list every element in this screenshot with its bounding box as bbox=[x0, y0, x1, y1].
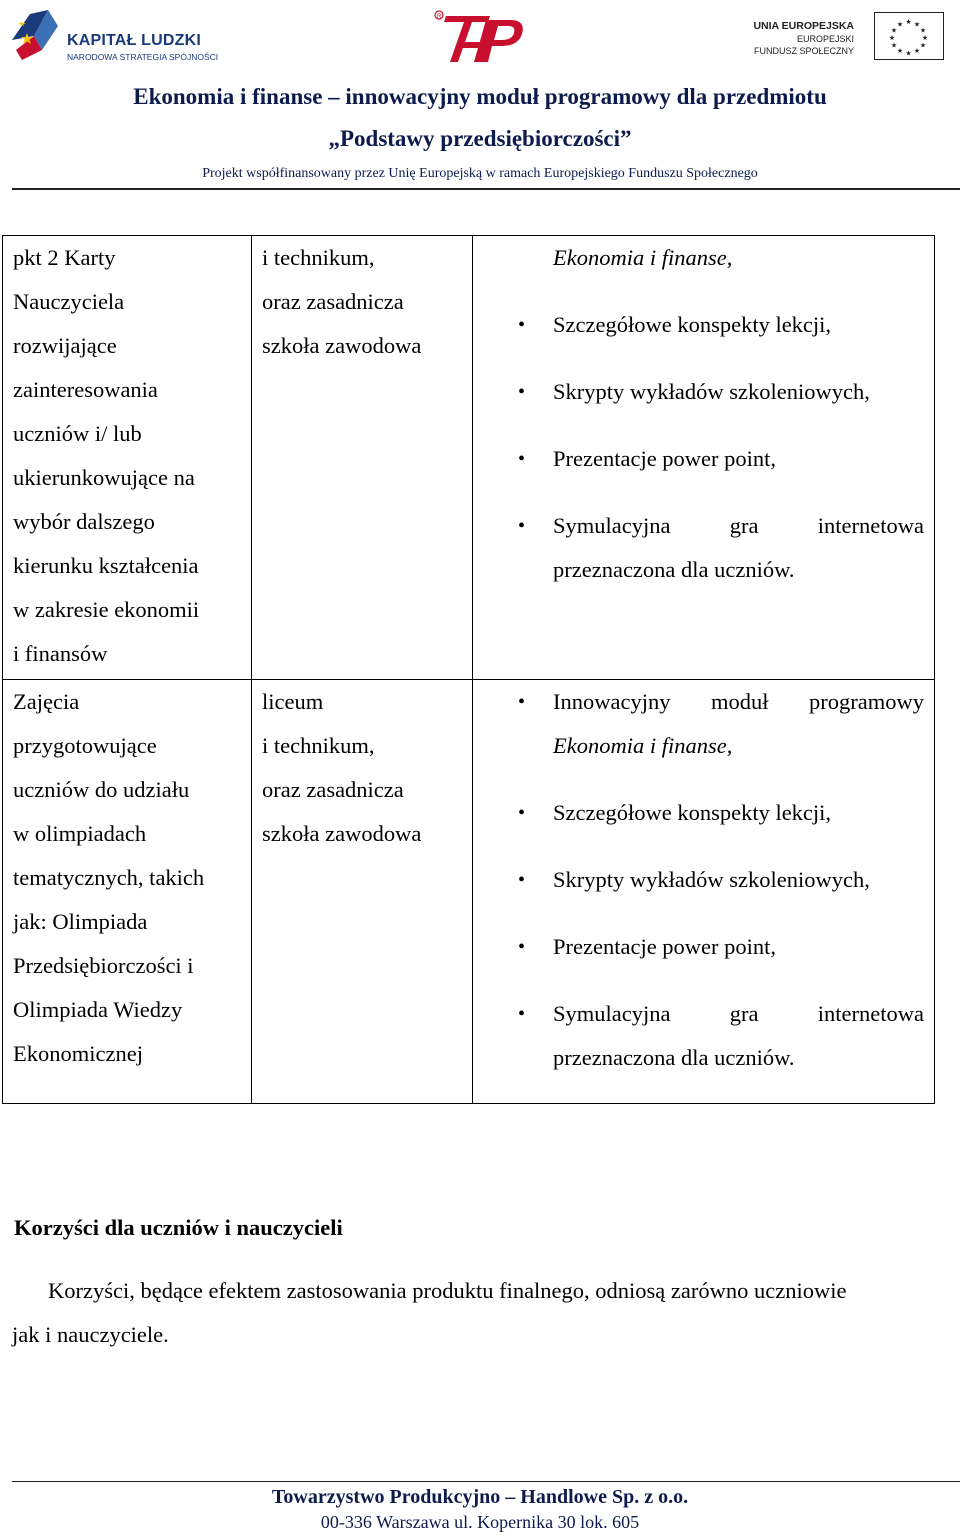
list-item: • Symulacyjna gra internetowa przeznaczona dla uczniów. bbox=[473, 992, 934, 1080]
svg-text:★: ★ bbox=[913, 47, 921, 55]
cell-line: szkoła zawodowa bbox=[262, 333, 422, 358]
cell-line: pkt 2 Karty bbox=[13, 245, 116, 270]
cell-line: Olimpiada Wiedzy bbox=[13, 997, 183, 1022]
paragraph-line: Korzyści, będące efektem zastosowania produktu finalnego, odniosą zarówno uczniowie bbox=[48, 1278, 847, 1303]
paragraph-line: jak i nauczyciele. bbox=[12, 1322, 169, 1347]
cell-line: szkoła zawodowa bbox=[262, 821, 422, 846]
cell-line: i technikum, bbox=[262, 245, 375, 270]
table-cell-activity bbox=[3, 680, 252, 1104]
list-item: • Szczegółowe konspekty lekcji, bbox=[473, 791, 934, 835]
cell-line: przygotowujące bbox=[13, 733, 157, 758]
cell-line: oraz zasadnicza bbox=[262, 777, 404, 802]
header-divider bbox=[12, 188, 960, 190]
svg-text:★: ★ bbox=[913, 20, 921, 29]
cell-line: wybór dalszego bbox=[13, 509, 155, 534]
cell-line: oraz zasadnicza bbox=[262, 289, 404, 314]
list-item: • Prezentacje power point, bbox=[473, 925, 934, 969]
svg-text:★: ★ bbox=[919, 41, 927, 50]
list-item: • Szczegółowe konspekty lekcji, bbox=[473, 303, 934, 347]
cell-line: kierunku kształcenia bbox=[13, 553, 199, 578]
footer-divider bbox=[12, 1481, 960, 1482]
cell-line: Nauczyciela bbox=[13, 289, 125, 314]
module-name: • Innowacyjny moduł programowy bbox=[553, 689, 924, 714]
table-cell-materials bbox=[473, 680, 935, 1104]
list-item: • Skrypty wykładów szkoleniowych, bbox=[473, 858, 934, 902]
svg-text:★: ★ bbox=[921, 34, 929, 42]
program-table bbox=[2, 235, 935, 1104]
svg-text:★: ★ bbox=[896, 47, 904, 55]
cell-line: tematycznych, takich bbox=[13, 865, 205, 890]
svg-text:★: ★ bbox=[890, 41, 898, 50]
svg-text:★: ★ bbox=[905, 49, 912, 58]
module-title: Ekonomia i finanse, bbox=[553, 733, 733, 758]
kapital-ludzki-emblem-icon bbox=[8, 6, 64, 62]
tp-logo-icon bbox=[430, 4, 530, 68]
cell-line: ukierunkowujące na bbox=[13, 465, 195, 490]
kapital-ludzki-subtitle: NARODOWA STRATEGIA SPÓJNOŚCI bbox=[67, 52, 219, 62]
table-cell-school-type bbox=[252, 236, 473, 680]
materials-list bbox=[473, 303, 934, 592]
eu-flag-icon bbox=[874, 12, 944, 60]
materials-continuation: Ekonomia i finanse, bbox=[553, 245, 733, 270]
cell-line: w olimpiadach bbox=[13, 821, 147, 846]
svg-text:★: ★ bbox=[888, 34, 896, 42]
cell-line: uczniów i/ lub bbox=[13, 421, 142, 446]
materials-list bbox=[473, 680, 934, 1080]
section-heading: Korzyści dla uczniów i nauczycieli bbox=[14, 1215, 343, 1240]
svg-text:★: ★ bbox=[905, 18, 912, 26]
footer-address: 00-336 Warszawa ul. Kopernika 30 lok. 605 bbox=[320, 1512, 640, 1532]
cell-line: Przedsiębiorczości i bbox=[13, 953, 194, 978]
table-cell-materials bbox=[473, 236, 935, 680]
eu-logo-line2: EUROPEJSKI bbox=[796, 34, 854, 44]
list-item: • Skrypty wykładów szkoleniowych, bbox=[473, 370, 934, 414]
eu-logo-line3: FUNDUSZ SPOŁECZNY bbox=[753, 46, 854, 56]
cell-line: i finansów bbox=[13, 641, 108, 666]
cell-line: liceum bbox=[262, 689, 324, 714]
cell-line: zainteresowania bbox=[13, 377, 158, 402]
table-row bbox=[3, 236, 935, 680]
cell-line: Ekonomicznej bbox=[13, 1041, 143, 1066]
footer-company: Towarzystwo Produkcyjno – Handlowe Sp. z o.o. bbox=[271, 1486, 689, 1508]
cell-line: Zajęcia bbox=[13, 689, 80, 714]
eu-logo bbox=[753, 12, 950, 64]
header-title: Ekonomia i finanse – innowacyjny moduł programowy dla przedmiotu bbox=[133, 84, 827, 109]
eu-logo-line1: UNIA EUROPEJSKA bbox=[753, 20, 854, 32]
svg-text:★: ★ bbox=[890, 26, 898, 35]
table-cell-school-type bbox=[252, 680, 473, 1104]
list-item: • Prezentacje power point, bbox=[473, 437, 934, 481]
cell-line: uczniów do udziału bbox=[13, 777, 190, 802]
cell-line: jak: Olimpiada bbox=[13, 909, 148, 934]
table-cell-activity bbox=[3, 236, 252, 680]
kapital-ludzki-logo bbox=[8, 6, 238, 62]
tp-logo bbox=[430, 4, 530, 68]
header-project-note: Projekt współfinansowany przez Unię Europejską w ramach Europejskiego Funduszu Społecznego bbox=[202, 166, 758, 181]
header-subtitle: „Podstawy przedsiębiorczości” bbox=[328, 126, 632, 151]
table-row bbox=[3, 680, 935, 1104]
cell-line: rozwijające bbox=[13, 333, 117, 358]
svg-text:★: ★ bbox=[919, 26, 927, 35]
cell-line: i technikum, bbox=[262, 733, 375, 758]
list-item-module bbox=[473, 680, 934, 768]
svg-text:R: R bbox=[437, 14, 442, 20]
cell-line: w zakresie ekonomii bbox=[13, 597, 200, 622]
svg-text:★: ★ bbox=[896, 20, 904, 29]
kapital-ludzki-name: KAPITAŁ LUDZKI bbox=[67, 32, 202, 49]
list-item: • Symulacyjna gra internetowa przeznaczona dla uczniów. bbox=[473, 504, 934, 592]
